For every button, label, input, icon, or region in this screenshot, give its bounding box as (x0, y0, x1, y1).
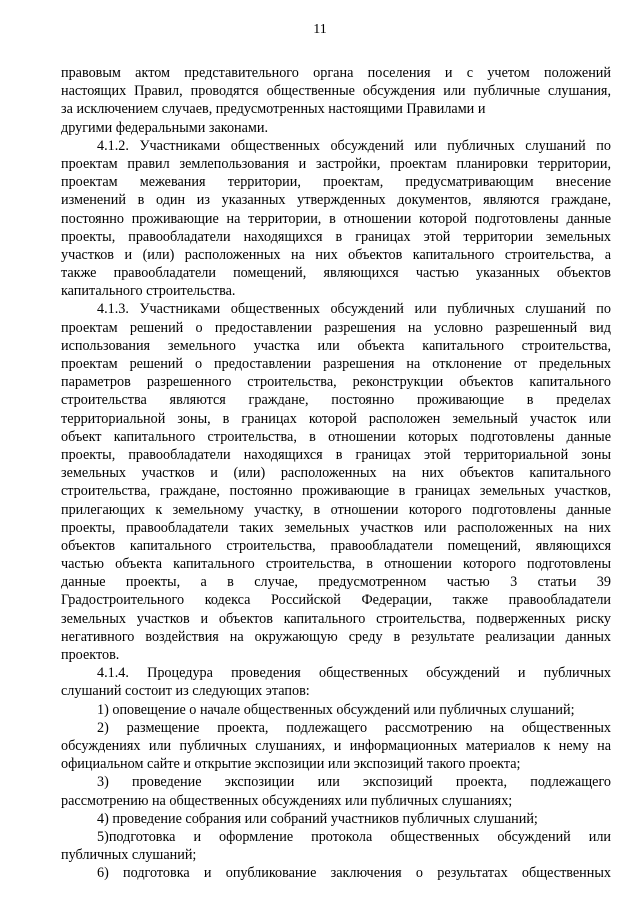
text-line: рассмотрению на общественных обсуждениях или публичных слушаниях; (61, 792, 513, 809)
paragraph-item1 (61, 701, 611, 719)
paragraph-item5 (61, 828, 611, 864)
text-line: 4.1.4. Процедура проведения общественных обсуждений и публичных (97, 665, 611, 682)
paragraph-item3 (61, 773, 611, 809)
text-line: земельных участков и объектов капитального строительства, подверженных риску (61, 610, 611, 627)
text-line: проекты, правообладатели таких земельных участков или расположенных на них (61, 519, 611, 536)
text-line: постоянно проживающие на территории, в отношении которой подготовлены данные (61, 210, 611, 227)
text-line: 6) подготовка и опубликование заключения о результатах общественных (97, 865, 611, 882)
text-line: 2) размещение проекта, подлежащего рассмотрению на общественных (97, 719, 611, 736)
text-line: обсуждениях или публичных слушаниях, и информационных материалов к нему на (61, 737, 611, 754)
text-line: строительства, граждане, постоянно проживающие в границах земельных участков, (61, 483, 611, 500)
text-line: проектов. (61, 647, 120, 663)
text-line: изменений в один из указанных утвержденных документов, являются граждане, (61, 192, 611, 209)
text-line: 1) оповещение о начале общественных обсуждений или публичных слушаний; (97, 701, 575, 718)
text-line: параметров разрешенного строительства, реконструкции объектов капитального (61, 374, 611, 391)
text-line: Градостроительного кодекса Российской Федерации, также правообладатели (61, 592, 611, 609)
text-line: 4) проведение собрания или собраний участников публичных слушаний; (97, 810, 538, 827)
text-line: проектам правил землепользования и застройки, проектам планировки территории, (61, 155, 611, 172)
text-line: 4.1.2. Участниками общественных обсуждений или публичных слушаний по (97, 137, 611, 154)
text-line: земельных участков и (или) расположенных на них объектов капитального (61, 465, 611, 482)
text-line: публичных слушаний; (61, 847, 197, 864)
text-line: объектов капитального строительства, правообладатели помещений, являющихся (61, 537, 611, 554)
text-line: слушаний состоит из следующих этапов: (61, 683, 310, 700)
text-line: проекты, правообладатели находящихся в границах этой территории земельных (61, 228, 611, 245)
paragraph-p412 (61, 137, 611, 301)
paragraph-p0 (61, 64, 611, 137)
text-line: строительства являются граждане, постоянно проживающие в пределах (61, 392, 611, 409)
paragraph-item4 (61, 810, 611, 828)
text-line: другими федеральными законами. (61, 119, 269, 136)
paragraph-p414 (61, 664, 611, 700)
page-number: 11 (313, 22, 327, 37)
text-line: 4.1.3. Участниками общественных обсуждений или публичных слушаний по (97, 301, 611, 318)
text-line: данные проекты, а в случае, предусмотренном частью 3 статьи 39 (61, 574, 611, 591)
text-line: проектам решений о предоставлении разрешения на отклонение от предельных (61, 356, 611, 372)
paragraph-item6 (61, 864, 611, 882)
text-line: проектам решений о предоставлении разрешения на условно разрешенный вид (61, 319, 611, 336)
text-line: негативного воздействия на окружающую среду в результате реализации данных (61, 628, 611, 645)
text-line: за исключением случаев, предусмотренных настоящими Правилами и (61, 101, 486, 118)
text-line: настоящих Правил, проводятся общественные обсуждения или публичные слушания, (61, 83, 611, 100)
text-line: частью объекта капитального строительства, в отношении которого подготовлены (61, 556, 611, 573)
text-line: территориальной зоны, в границах которой расположен земельный участок или (61, 410, 611, 427)
paragraph-item2 (61, 719, 611, 774)
text-line: участков и (или) расположенных на них объектов капитального строительства, а (61, 246, 611, 263)
text-line: проекты, правообладатели находящихся в границах этой территориальной зоны (61, 446, 611, 463)
text-line: также правообладатели помещений, являющихся частью указанных объектов (61, 265, 611, 282)
text-line: использования земельного участка или объекта капитального строительства, (61, 337, 611, 354)
text-line: 3) проведение экспозиции или экспозиций проекта, подлежащего (97, 774, 611, 791)
text-line: официальном сайте и открытие экспозиции или экспозиций такого проекта; (61, 756, 521, 773)
text-line: правовым актом представительного органа поселения и с учетом положений (61, 65, 611, 81)
document-body (61, 64, 611, 882)
text-line: объект капитального строительства, в отношении которых подготовлены данные (61, 428, 611, 445)
text-line: 5)подготовка и оформление протокола общественных обсуждений или (97, 828, 611, 845)
text-line: капитального строительства. (61, 283, 236, 300)
text-line: проектам межевания территории, проектам, предусматривающим внесение (61, 174, 611, 191)
paragraph-p413 (61, 300, 611, 664)
text-line: прилегающих к земельному участку, в отношении которого подготовлены данные (61, 501, 611, 518)
